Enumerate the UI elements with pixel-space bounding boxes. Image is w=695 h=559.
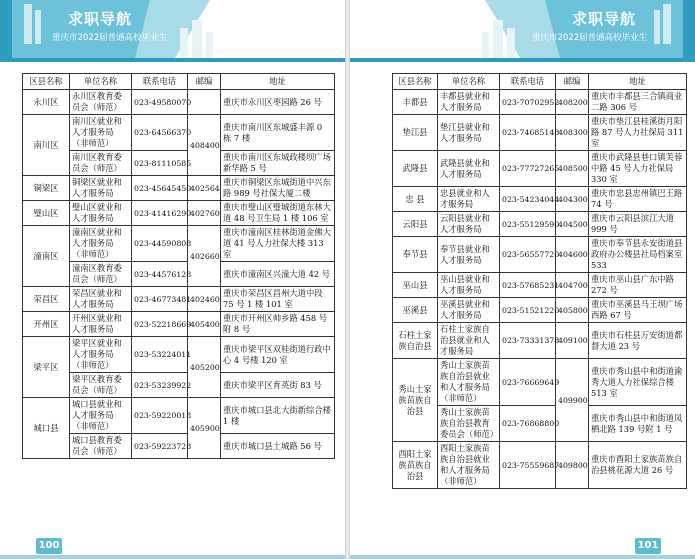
phone-cell: 023-59223728	[132, 434, 188, 459]
table-row	[393, 90, 687, 115]
phone-cell: 023-57685231	[500, 273, 556, 298]
address-cell: 重庆市巫山县广东中路 272 号	[589, 273, 687, 298]
phone-cell: 023-77727265	[500, 151, 556, 187]
address-cell: 重庆市丰都县三合镇商业二路 306 号	[589, 90, 687, 115]
table-row	[23, 398, 335, 434]
col-address: 地址	[589, 74, 687, 90]
zip-cell: 402660	[188, 226, 221, 287]
district-cell: 丰都县	[393, 90, 438, 115]
directory-table-left	[22, 73, 335, 459]
zip-cell: 402564	[188, 176, 221, 201]
table-row	[23, 262, 335, 287]
district-cell: 铜梁区	[23, 176, 70, 201]
header-subtitle: 重庆市2022届普通高校毕业生	[532, 33, 648, 43]
table-row	[393, 187, 687, 212]
directory-table-right	[392, 73, 687, 489]
zip-cell: 404700	[556, 273, 589, 298]
district-cell: 忠 县	[393, 187, 438, 212]
unit-cell: 武隆县就业和人才服务局	[438, 151, 500, 187]
zip-cell: 402760	[188, 201, 221, 226]
table-row	[393, 359, 687, 406]
unit-cell: 忠县就业和人才服务局	[438, 187, 500, 212]
address-cell: 重庆市城口县土城路 56 号	[221, 434, 335, 459]
unit-cell: 南川区就业和人才服务局（非师范）	[70, 115, 132, 151]
right-page	[350, 0, 695, 559]
unit-cell: 酉阳土家族苗族自治县就业和人才服务局（非师范）	[438, 442, 500, 489]
phone-cell: 023-59220018	[132, 398, 188, 434]
phone-cell: 023-54234044	[500, 187, 556, 212]
table-row	[23, 201, 335, 226]
table-row	[23, 151, 335, 176]
col-address: 地址	[221, 74, 335, 90]
district-cell: 南川区	[23, 115, 70, 176]
table-row	[23, 434, 335, 459]
zip-cell: 409900	[556, 359, 589, 442]
zip-cell: 404300	[556, 187, 589, 212]
zip-cell: 405400	[188, 312, 221, 337]
table-row	[23, 287, 335, 312]
header-subtitle: 重庆市2022届普通高校毕业生	[52, 33, 168, 43]
zip-cell: 408200	[556, 90, 589, 115]
phone-cell: 023-56557720	[500, 237, 556, 273]
address-cell: 重庆市永川区枣园路 26 号	[221, 90, 335, 115]
district-cell: 开州区	[23, 312, 70, 337]
table-row	[393, 212, 687, 237]
left-header-banner	[0, 0, 345, 62]
col-unit: 单位名称	[70, 74, 132, 90]
table-row	[393, 323, 687, 359]
unit-cell: 奉节县就业和人才服务局	[438, 237, 500, 273]
phone-cell: 023-51521220	[500, 298, 556, 323]
table-row	[23, 337, 335, 373]
col-district: 区县名称	[393, 74, 438, 90]
phone-cell: 023-45645450	[132, 176, 188, 201]
col-phone: 联系电话	[132, 74, 188, 90]
table-row	[393, 442, 687, 489]
unit-cell: 垫江县就业和人才服务局	[438, 115, 500, 151]
address-cell: 重庆市潼南区桂林街道金佛大道 41 号人力社保大楼 313 室	[221, 226, 335, 262]
address-cell: 重庆市石柱县万安街道都督大道 23 号	[589, 323, 687, 359]
phone-cell: 023-52218669	[132, 312, 188, 337]
address-cell: 重庆市秀山县中和街道凤栖北路 139 号附 1 号	[589, 406, 687, 442]
table-row	[393, 406, 687, 442]
phone-cell: 023-76669649	[500, 359, 556, 406]
phone-cell: 023-70702952	[500, 90, 556, 115]
left-page	[0, 0, 345, 559]
address-cell: 重庆市城口县北大街新综合楼 1 楼	[221, 398, 335, 434]
unit-cell: 巫溪县就业和人才服务局	[438, 298, 500, 323]
unit-cell: 巫山县就业和人才服务局	[438, 273, 500, 298]
district-cell: 秀山土家族苗族自治县	[393, 359, 438, 442]
address-cell: 重庆市忠县忠州镇巴王路 74 号	[589, 187, 687, 212]
footer-bar	[0, 555, 345, 559]
zip-cell: 404600	[556, 237, 589, 273]
unit-cell: 秀山土家族苗族自治县就业和人才服务局（非师范）	[438, 359, 500, 406]
col-district: 区县名称	[23, 74, 70, 90]
table-row	[393, 151, 687, 187]
zip-cell: 408400	[188, 115, 221, 176]
zip-cell: 404500	[556, 212, 589, 237]
district-cell: 巫溪县	[393, 298, 438, 323]
address-cell: 重庆市奉节县永安街道县政府办公楼县社局档案室 533	[589, 237, 687, 273]
phone-cell: 023-53224011	[132, 337, 188, 373]
district-cell: 璧山区	[23, 201, 70, 226]
address-cell: 重庆市南川区东城盛丰源 0 栋 7 楼	[221, 115, 335, 151]
phone-cell: 023-64566370	[132, 115, 188, 151]
table-row	[23, 312, 335, 337]
table-row	[393, 237, 687, 273]
address-cell: 重庆市梁平区双桂街道行政中心 4 号楼 120 室	[221, 337, 335, 373]
zip-cell: 405800	[556, 298, 589, 323]
table-row	[23, 373, 335, 398]
table-row	[23, 226, 335, 262]
district-cell: 武隆县	[393, 151, 438, 187]
unit-cell: 云阳县就业和人才服务局	[438, 212, 500, 237]
table-row	[393, 115, 687, 151]
phone-cell: 023-55129590	[500, 212, 556, 237]
zip-cell: 405200	[188, 337, 221, 398]
zip-cell: 408300	[556, 115, 589, 151]
district-cell: 城口县	[23, 398, 70, 459]
address-cell: 重庆市璧山区璧城街道东林大道 48 号卫生局 1 楼 106 室	[221, 201, 335, 226]
phone-cell: 023-46773481	[132, 287, 188, 312]
phone-cell: 023-81110585	[132, 151, 188, 176]
zip-cell: 402460	[188, 287, 221, 312]
district-cell: 云阳县	[393, 212, 438, 237]
address-cell: 重庆市秀山县中和街道渝秀大道人力社保综合楼 513 室	[589, 359, 687, 406]
address-cell: 重庆市垫江县桂溪街月阳路 87 号人力社保局 311 室	[589, 115, 687, 151]
unit-cell: 璧山区就业和人才服务局	[70, 201, 132, 226]
district-cell: 奉节县	[393, 237, 438, 273]
table-header-row	[393, 74, 687, 90]
unit-cell: 铜梁区就业和人才服务局	[70, 176, 132, 201]
district-cell: 荣昌区	[23, 287, 70, 312]
zip-cell: 409100	[556, 323, 589, 359]
table-row	[23, 90, 335, 115]
table-row	[393, 273, 687, 298]
zip-cell	[188, 90, 221, 115]
phone-cell: 023-44590808	[132, 226, 188, 262]
unit-cell: 永川区教育委员会（师范）	[70, 90, 132, 115]
col-unit: 单位名称	[438, 74, 500, 90]
unit-cell: 丰都县就业和人才服务局	[438, 90, 500, 115]
phone-cell: 023-76868800	[500, 406, 556, 442]
address-cell: 重庆市酉阳土家族苗族自治县桃花源大道 26 号	[589, 442, 687, 489]
unit-cell: 城口县教育委员会（师范）	[70, 434, 132, 459]
address-cell: 重庆市巫溪县马王坝广场西路 67 号	[589, 298, 687, 323]
table-header-row	[23, 74, 335, 90]
unit-cell: 城口县就业和人才服务局（非师范）	[70, 398, 132, 434]
address-cell: 重庆市武隆县巷口镇芙蓉中路 45 号人力社保局 330 室	[589, 151, 687, 187]
phone-cell: 023-49580070	[132, 90, 188, 115]
address-cell: 重庆市云阳县滨江大道 999 号	[589, 212, 687, 237]
unit-cell: 南川区教育委员会（师范）	[70, 151, 132, 176]
phone-cell: 023-74685148	[500, 115, 556, 151]
phone-cell: 023-44576128	[132, 262, 188, 287]
page-number-right: 101	[635, 538, 661, 554]
district-cell: 梁平区	[23, 337, 70, 398]
header-title: 求职导航	[572, 10, 637, 28]
zip-cell: 408500	[556, 151, 589, 187]
unit-cell: 石柱土家族自治县就业和人才服务局	[438, 323, 500, 359]
address-cell: 重庆市开州区帅乡路 458 号附 8 号	[221, 312, 335, 337]
address-cell: 重庆市潼南区兴潼大道 42 号	[221, 262, 335, 287]
table-row	[393, 298, 687, 323]
district-cell: 潼南区	[23, 226, 70, 287]
address-cell: 重庆市铜梁区东城街道中兴东路 989 号社保大厦二楼	[221, 176, 335, 201]
zip-cell: 405900	[188, 398, 221, 459]
unit-cell: 梁平区就业和人才服务局（非师范）	[70, 337, 132, 373]
col-zip: 邮编	[188, 74, 221, 90]
address-cell: 重庆市荣昌区昌州大道中段 75 号 1 楼 101 室	[221, 287, 335, 312]
unit-cell: 秀山土家族苗族自治县教育委员会（师范）	[438, 406, 500, 442]
header-title: 求职导航	[68, 10, 133, 28]
district-cell: 垫江县	[393, 115, 438, 151]
district-cell: 永川区	[23, 90, 70, 115]
unit-cell: 潼南区教育委员会（师范）	[70, 262, 132, 287]
phone-cell: 023-73331378	[500, 323, 556, 359]
phone-cell: 023-75559687	[500, 442, 556, 489]
page-number-left: 100	[36, 538, 62, 554]
table-row	[23, 176, 335, 201]
right-header-banner	[350, 0, 695, 62]
col-phone: 联系电话	[500, 74, 556, 90]
district-cell: 巫山县	[393, 273, 438, 298]
phone-cell: 023-53239922	[132, 373, 188, 398]
footer-bar	[350, 555, 695, 559]
table-row	[23, 115, 335, 151]
address-cell: 重庆市南川区东城政楼坝广场新华路 5 号	[221, 151, 335, 176]
zip-cell: 409800	[556, 442, 589, 489]
unit-cell: 开州区就业和人才服务局	[70, 312, 132, 337]
district-cell: 酉阳土家族苗族自治县	[393, 442, 438, 489]
phone-cell: 023-41416290	[132, 201, 188, 226]
unit-cell: 梁平区教育委员会（师范）	[70, 373, 132, 398]
unit-cell: 荣昌区就业和人才服务局	[70, 287, 132, 312]
district-cell: 石柱土家族自治县	[393, 323, 438, 359]
col-zip: 邮编	[556, 74, 589, 90]
unit-cell: 潼南区就业和人才服务局（非师范）	[70, 226, 132, 262]
address-cell: 重庆市梁平区育英街 83 号	[221, 373, 335, 398]
